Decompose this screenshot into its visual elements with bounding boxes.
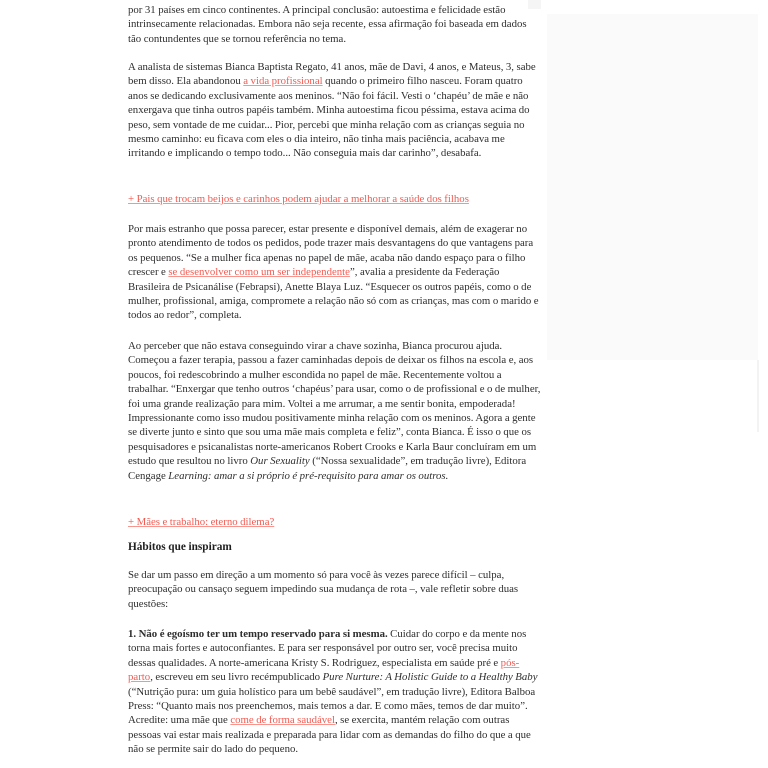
- sidebar-placeholder: [547, 14, 758, 360]
- text-run: A analista de sistemas Bianca Baptista Regato, 41 anos, mãe de Davi, 4 anos, e Mateus, 3, sabe bem disso. Ela abandonou: [128, 61, 536, 88]
- text-run: Our Sexuality: [250, 455, 310, 468]
- text-run: , escreveu em seu livro recémpublicado: [150, 671, 323, 684]
- section-heading: Hábitos que inspiram: [128, 541, 232, 553]
- inline-link[interactable]: a vida profissional: [243, 75, 323, 88]
- text-run: por 31 países em cinco continentes. A principal conclusão: autoestima e felicidade estão intrinsecamente relacionadas. Embora não seja recente, essa afirmação foi baseada em dados tão contundentes que se tornou referência no tema.: [128, 4, 527, 45]
- page-edge-artifact: [757, 360, 759, 432]
- article-paragraph: [128, 568, 542, 611]
- text-run: Se dar um passo em direção a um momento só para você às vezes parece difícil – culpa, preocupação ou cansaço seguem impedindo sua mudança de rota –, vale refletir sobre duas questões:: [128, 569, 519, 610]
- article-paragraph: [128, 627, 542, 757]
- article-paragraph: [128, 60, 542, 161]
- inline-link[interactable]: + Pais que trocam beijos e carinhos podem ajudar a melhorar a saúde dos filhos: [128, 193, 469, 205]
- article-paragraph: [128, 339, 542, 483]
- related-link-line: [128, 515, 542, 529]
- text-run: Ao perceber que não estava conseguindo virar a chave sozinha, Bianca procurou ajuda. Começou a fazer terapia, passou a fazer caminhadas depois de deixar os filhos na escola e, aos poucos, foi redescobrindo a mulher escondida no papel de mãe. Recentemente voltou a trabalhar. “Enxergar que tenho outros ‘chapéus’ para usar, como o de profissional e o de mulher, foi uma grande realização para mim. Voltei a me arrumar, a me sentir bonita, empoderada! Impressionante como isso mudou positivamente minha relação com os meninos. Agora a gente se diverte junto e sinto que sou uma mãe mais completa e feliz”, conta Bianca. É isso o que os pesquisadores e psicanalistas norte-americanos Robert Crooks e Karla Baur concluíram em um estudo que resultou no livro: [128, 340, 541, 468]
- inline-link[interactable]: se desenvolver como um ser independente: [168, 266, 350, 279]
- inline-link[interactable]: come de forma saudável: [230, 714, 335, 727]
- article-paragraph: [128, 3, 542, 46]
- text-run: quando o primeiro filho nasceu. Foram quatro anos se dedicando exclusivamente aos meninos. “Não foi fácil. Vesti o ‘chapéu’ de mãe e não enxergava que tinha outros papéis também. Minha autoestima ficou péssima, estava acima do peso, sem vontade de me cuidar... Pior, percebi que minha relação com as crianças seguia no mesmo caminho: eu ficava com eles o dia inteiro, não tinha mais paciência, acabava me irritando e implicando o tempo todo... Não conseguia mais dar carinho”, desabafa.: [128, 75, 530, 160]
- inline-link[interactable]: pós-parto: [128, 656, 520, 684]
- text-run: (“Nutrição pura: um guia holístico para um bebê saudável”, em tradução livre), Editora Balboa Press: “Quanto mais nos preenchemos, mais temos a dar. E como mães, temos de dar muito”. Acredite: uma mãe que: [128, 685, 536, 727]
- inline-link[interactable]: + Mães e trabalho: eterno dilema?: [128, 516, 275, 528]
- text-run: Cuidar do corpo e da mente nos torna mais fortes e autoconfiantes. E para ser responsável por outro ser, você precisa muito dessas qualidades. A norte-americana Kristy S. Rodriguez, especialista em saúde pré e: [128, 628, 527, 669]
- related-link-line: [128, 192, 542, 206]
- article-body: [128, 0, 542, 768]
- article-paragraph: [128, 222, 542, 323]
- text-run: , se exercita, mantém relação com outras pessoas vai estar mais realizada e preparada para lidar com as demandas do filho do que a que não se permite sair do lado do pequeno.: [128, 714, 531, 756]
- text-run: 1. Não é egoísmo ter um tempo reservado para si mesma.: [128, 628, 388, 640]
- text-run: Learning: amar a si próprio é pré-requisito para amar os outros.: [168, 469, 449, 482]
- text-run: Pure Nurture: A Holistic Guide to a Healthy Baby: [322, 671, 538, 684]
- text-run: (“Nossa sexualidade”, em tradução livre), Editora Cengage: [128, 455, 527, 482]
- text-run: ”, avalia a presidente da Federação Brasileira de Psicanálise (Febrapsi), Anette Blaya Luz. “Esquecer os outros papéis, como o de mulher, profissional, amiga, compromete a relação não só com as crianças, mas com o marido e todos ao redor”, completa.: [128, 266, 539, 322]
- text-run: Por mais estranho que possa parecer, estar presente e disponível demais, além de exagerar no pronto atendimento de todos os pedidos, pode trazer mais desvantagens do que vantagens para os pequenos. “Se a mulher fica apenas no papel de mãe, acaba não dando espaço para o filho crescer e: [128, 223, 534, 279]
